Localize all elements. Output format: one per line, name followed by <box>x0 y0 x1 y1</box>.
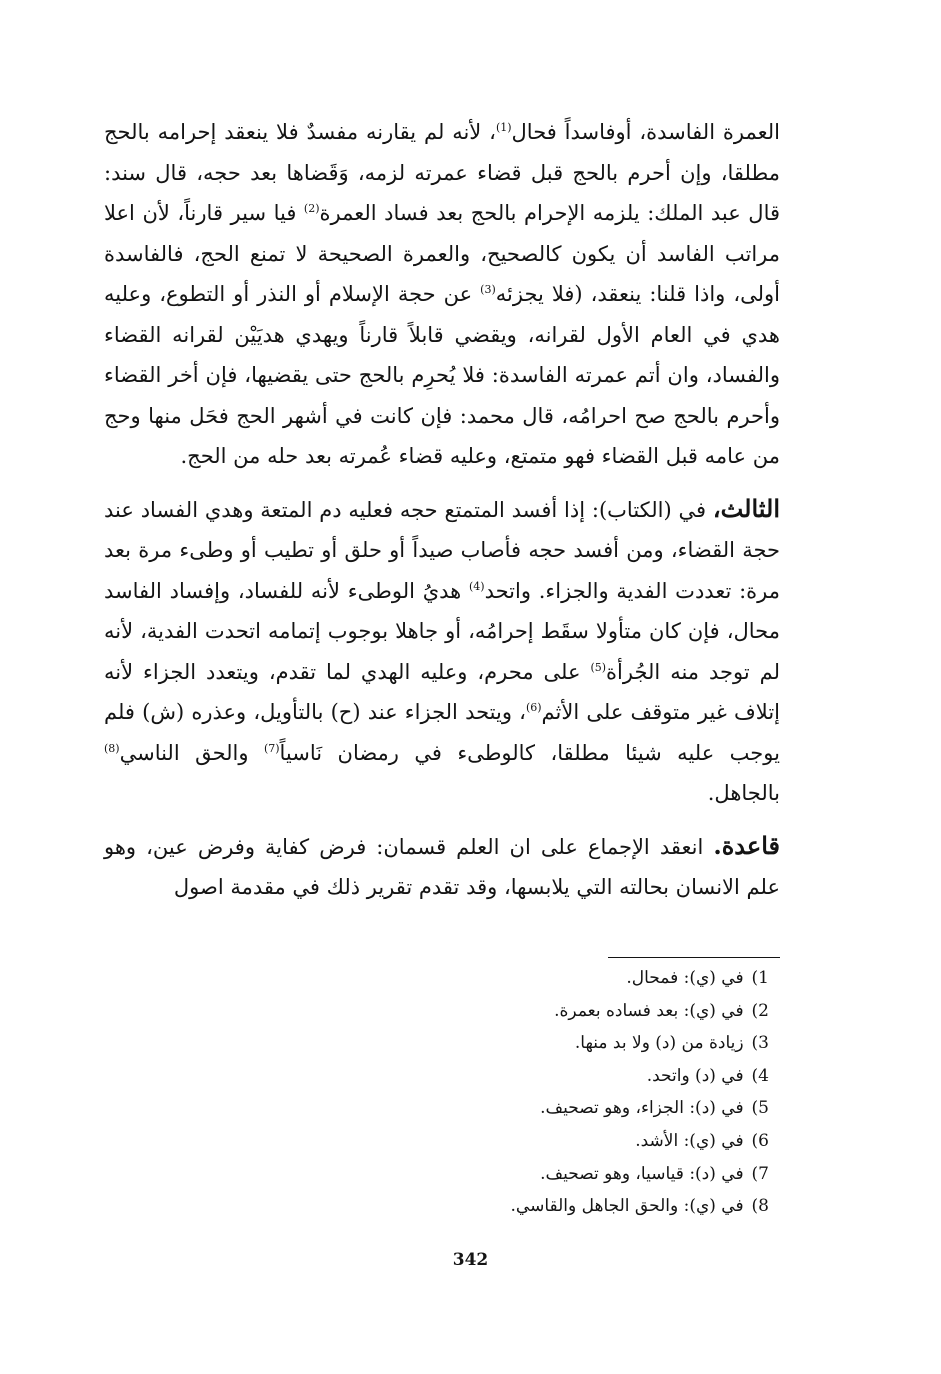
text-run: ، ويتحد الجزاء عند (ح) بالتأويل، وعذره (ش) فلم يوجب عليه شيئا مطلقا، كالوطىء في رمضان نَاسياً <box>104 700 780 765</box>
footnote-item <box>349 1190 769 1223</box>
footnote-number: 2) <box>751 1000 769 1021</box>
footnote-ref: (7) <box>263 741 280 755</box>
footnote-text: في (ي): بعد فساده بعمرة. <box>554 1000 744 1021</box>
paragraph <box>104 826 780 908</box>
footnote-ref: (5) <box>590 660 607 674</box>
text-run: العمرة الفاسدة، أوفاسداً فحال <box>511 120 780 144</box>
footnote-number: 5) <box>751 1098 769 1119</box>
text-run: في (الكتاب): إذا أفسد المتمتع حجه فعليه دم المتعة وهدي الفساد عند حجة القضاء، ومن أفسد حجه فأصاب صيداً أو حلق أو تطيب أو وطىء مرة بعد مرة: تعددت الفدية والجزاء. واتحد <box>104 497 780 603</box>
footnote-item <box>349 1092 769 1125</box>
footnote-number: 4) <box>751 1065 769 1086</box>
footnote-text: في (ي): والحق الجاهل والقاسي. <box>510 1196 744 1217</box>
footnote-item <box>349 962 769 995</box>
footnote-number: 6) <box>751 1130 769 1151</box>
footnote-ref: (3) <box>480 283 496 296</box>
footnote-number: 8) <box>751 1196 769 1217</box>
footnote-item <box>349 995 769 1028</box>
footnote-ref: (6) <box>525 701 542 714</box>
footnote-separator <box>608 957 780 958</box>
footnote-ref: (1) <box>495 121 512 134</box>
footnote-text: في (ي): فمحال. <box>626 968 744 988</box>
text-run: على محرم، وعليه الهدي لما تقدم، ويتعدد الجزاء لأنه إتلاف غير متوقف على الأثم <box>104 659 780 724</box>
footnote-item <box>349 1125 769 1158</box>
footnote-ref: (8) <box>104 741 120 755</box>
text-run: ، لأنه لم يقارنه مفسدٌ فلا ينعقد إحرامه بالحج مطلقا، وإن أحرم بالحج قبل قضاء عمرته لزمه، وَقَضاها بعد حجه، قال سند: قال عبد الملك: يلزمه الإحرام بالحج بعد فساد العمرة <box>104 120 781 225</box>
footnote-item <box>349 1060 769 1093</box>
paragraph <box>104 112 780 477</box>
text-run: فيا سير قارناً، لأن اعلا مراتب الفاسد أن يكون كالصحيح، والعمرة الصحيحة لا تمنع الحج، فالفاسدة أولى، واذا قلنا: ينعقد، (فلا يجزئه <box>104 201 780 306</box>
footnotes-list <box>349 962 769 1223</box>
footnote-text: زيادة من (د) ولا بد منها. <box>574 1033 744 1054</box>
footnote-item <box>349 1027 769 1060</box>
rule-heading: قاعدة. <box>713 830 780 860</box>
footnote-item <box>349 1158 769 1191</box>
footnote-number: 7) <box>751 1163 769 1184</box>
main-text <box>104 112 780 908</box>
text-run: عن حجة الإسلام أو النذر أو التطوع، وعليه هدي في العام الأول لقرانه، ويقضي قابلاً قارناً ويهدي هديَيْن لقرانه القضاء والفساد، وان أتم عمرته الفاسدة: فلا يُحرِم بالحج حتى يقضيها، فإن أخر القضاء وأحرم بالحج صح احرامُه، قال محمد: فإن كانت في أشهر الحج فحَل منها وحج من عامه قبل القضاء فهو متمتع، وعليه قضاء عُمرته بعد حله من الحج. <box>104 282 780 468</box>
text-run: بالجاهل. <box>707 781 780 805</box>
footnote-ref: (4) <box>469 579 485 593</box>
page-number: 342 <box>452 1250 489 1270</box>
footnote-text: في (ي): الأشد. <box>635 1130 744 1151</box>
paragraph <box>104 489 780 814</box>
text-run: انعقد الإجماع على ان العلم قسمان: فرض كفاية وفرض عين، وهو علم الانسان بحالته التي يلابسها، وقد تقدم تقرير ذلك في مقدمة اصول <box>104 834 780 899</box>
footnote-number: 3) <box>751 1033 769 1054</box>
footnote-text: في (د): الجزاء، وهو تصحيف. <box>540 1098 744 1119</box>
footnote-number: 1) <box>751 968 769 988</box>
footnote-text: في (د) واتحد. <box>646 1065 744 1086</box>
footnote-text: في (د): قياسيا، وهو تصحيف. <box>540 1163 744 1184</box>
text-run: والحق الناسي <box>119 740 264 765</box>
section-heading: الثالث، <box>712 493 780 523</box>
footnote-ref: (2) <box>303 202 320 215</box>
text-run: هديُ الوطىء لأنه للفساد، وإفساد الفاسد محال، فإن كان متأولا سقَط إحرامُه، أو جاهلا بوجوب إتمامه اتحدت الفدية، لأنه لم توجد منه الجُرأة <box>104 578 781 684</box>
